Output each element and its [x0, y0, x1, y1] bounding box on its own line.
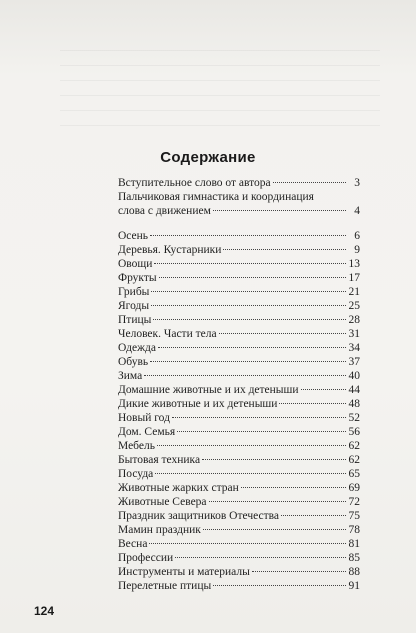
toc-entry-page: 4 — [354, 205, 360, 217]
toc-entry-page: 48 — [348, 398, 360, 410]
dot-leader — [273, 182, 346, 183]
toc-entry — [118, 425, 360, 439]
toc-entry-page: 62 — [348, 454, 360, 466]
toc-entry — [118, 271, 360, 285]
toc-entry — [118, 467, 360, 481]
toc-entry — [118, 341, 360, 355]
dot-leader — [252, 571, 346, 572]
toc-entry-label: Птицы — [118, 314, 152, 326]
dot-leader — [151, 305, 346, 306]
dot-leader — [223, 249, 346, 250]
toc-entry — [118, 579, 360, 593]
toc-entry — [118, 565, 360, 579]
dot-leader — [213, 210, 346, 211]
toc-entry — [118, 411, 360, 425]
bleed-through-text — [60, 40, 380, 135]
table-of-contents — [118, 176, 360, 593]
toc-entry-page: 85 — [348, 552, 360, 564]
toc-entry-page: 81 — [348, 538, 360, 550]
toc-entry — [118, 397, 360, 411]
toc-entry-page: 37 — [348, 356, 360, 368]
toc-entry — [118, 495, 360, 509]
dot-leader — [155, 473, 346, 474]
toc-entry — [118, 481, 360, 495]
toc-entries — [118, 229, 360, 593]
toc-entry-label: Дом. Семья — [118, 426, 176, 438]
toc-entry-page: 13 — [348, 258, 360, 270]
toc-entry-label: Дикие животные и их детеныши — [118, 398, 278, 410]
toc-entry-label: Животные Севера — [118, 496, 207, 508]
toc-entry-label: Овощи — [118, 258, 153, 270]
toc-entry — [118, 369, 360, 383]
toc-entry-page: 21 — [348, 286, 360, 298]
toc-entry-label: Бытовая техника — [118, 454, 201, 466]
toc-entry-page: 75 — [348, 510, 360, 522]
toc-entry-page: 3 — [354, 177, 360, 189]
dot-leader — [177, 431, 346, 432]
toc-entry — [118, 551, 360, 565]
toc-entry-page: 62 — [348, 440, 360, 452]
toc-entry — [118, 176, 360, 190]
toc-entry-label: Праздник защитников Отечества — [118, 510, 279, 522]
dot-leader — [151, 291, 346, 292]
toc-entry-label: Домашние животные и их детеныши — [118, 384, 299, 396]
dot-leader — [149, 543, 346, 544]
toc-entry-label: Фрукты — [118, 272, 157, 284]
toc-entry — [118, 299, 360, 313]
dot-leader — [150, 235, 346, 236]
toc-entry-page: 6 — [354, 230, 360, 242]
toc-entry-page: 34 — [348, 342, 360, 354]
toc-entry-label: Одежда — [118, 342, 157, 354]
toc-entry — [118, 257, 360, 271]
dot-leader — [175, 557, 346, 558]
toc-entry — [118, 285, 360, 299]
toc-entry-page: 91 — [348, 580, 360, 592]
toc-entry-page: 52 — [348, 412, 360, 424]
toc-entry-label: Осень — [118, 230, 149, 242]
toc-entry — [118, 327, 360, 341]
dot-leader — [279, 403, 346, 404]
dot-leader — [219, 333, 346, 334]
dot-leader — [158, 347, 346, 348]
toc-entry-page: 44 — [348, 384, 360, 396]
dot-leader — [153, 319, 346, 320]
toc-entry-label: Перелетные птицы — [118, 580, 212, 592]
toc-entry — [118, 204, 360, 218]
toc-entry-label: Вступительное слово от автора — [118, 177, 271, 189]
dot-leader — [157, 445, 346, 446]
toc-entry-first-line: Пальчиковая гимнастика и координация — [118, 191, 314, 203]
toc-entry — [118, 313, 360, 327]
toc-entry-page: 72 — [348, 496, 360, 508]
toc-entry-label: Мебель — [118, 440, 155, 452]
toc-entry-page: 88 — [348, 566, 360, 578]
dot-leader — [209, 501, 346, 502]
toc-entry-page: 69 — [348, 482, 360, 494]
toc-entry — [118, 523, 360, 537]
toc-entry — [118, 355, 360, 369]
dot-leader — [301, 389, 346, 390]
toc-entry-label: Весна — [118, 538, 148, 550]
dot-leader — [159, 277, 346, 278]
dot-leader — [213, 585, 346, 586]
toc-entry-label: Ягоды — [118, 300, 150, 312]
toc-entry — [118, 439, 360, 453]
toc-entry-label: Посуда — [118, 468, 154, 480]
dot-leader — [150, 361, 346, 362]
toc-entry — [118, 509, 360, 523]
toc-entry — [118, 537, 360, 551]
dot-leader — [281, 515, 346, 516]
toc-entry-label: Человек. Части тела — [118, 328, 217, 340]
toc-entry-page: 31 — [348, 328, 360, 340]
dot-leader — [172, 417, 346, 418]
toc-entry-page: 9 — [354, 244, 360, 256]
toc-entry-label: Профессии — [118, 552, 174, 564]
section-gap — [118, 218, 360, 229]
toc-entry-label: Животные жарких стран — [118, 482, 239, 494]
toc-entry-label: Обувь — [118, 356, 149, 368]
toc-entry-label: Деревья. Кустарники — [118, 244, 222, 256]
toc-entry-label: Инструменты и материалы — [118, 566, 250, 578]
toc-entry-page: 25 — [348, 300, 360, 312]
toc-entry-page: 56 — [348, 426, 360, 438]
toc-entry-label: Грибы — [118, 286, 150, 298]
toc-entry-page: 28 — [348, 314, 360, 326]
toc-entry — [118, 453, 360, 467]
toc-entry — [118, 383, 360, 397]
toc-entry — [118, 243, 360, 257]
dot-leader — [144, 375, 346, 376]
page-title: Содержание — [160, 149, 256, 166]
toc-entry-page: 17 — [348, 272, 360, 284]
toc-entry-page: 65 — [348, 468, 360, 480]
toc-entry-label: Мамин праздник — [118, 524, 201, 536]
dot-leader — [202, 459, 346, 460]
page-number: 124 — [34, 604, 55, 618]
dot-leader — [241, 487, 346, 488]
toc-entry — [118, 229, 360, 243]
dot-leader — [154, 263, 346, 264]
dot-leader — [203, 529, 346, 530]
toc-entry-label: Зима — [118, 370, 143, 382]
toc-entry-label: Новый год — [118, 412, 170, 424]
toc-entry-page: 78 — [348, 524, 360, 536]
toc-entry-page: 40 — [348, 370, 360, 382]
toc-entry-label: слова с движением — [118, 205, 211, 217]
